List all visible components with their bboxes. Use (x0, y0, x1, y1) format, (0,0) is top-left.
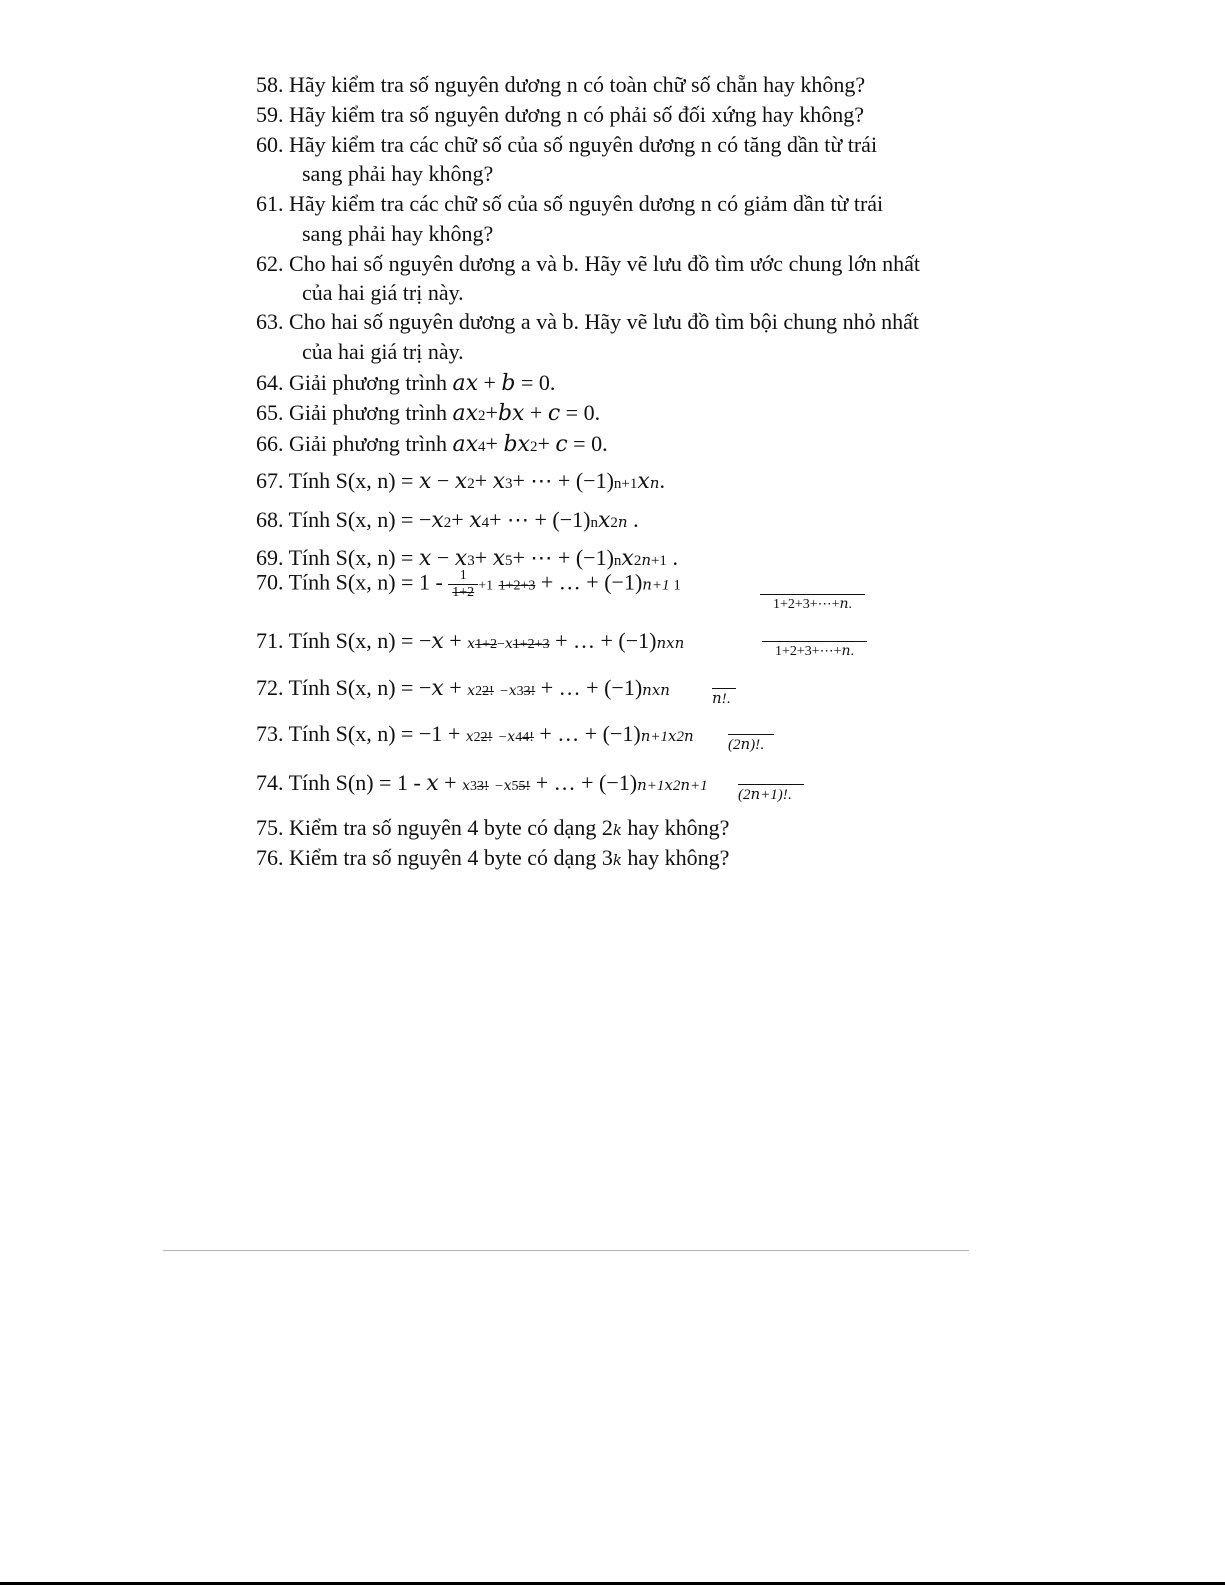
fraction-denominator: 𝑛!. (712, 688, 736, 709)
formula-part: 𝑥 (637, 468, 650, 493)
exponent: 𝑛+1 (640, 729, 669, 745)
formula-part: 1+2 (475, 637, 497, 652)
exercise-text: 61. Hãy kiểm tra các chữ số của số nguyên dương n có giảm dần từ trái (256, 191, 884, 216)
exercise-label: 68. Tính S(x, n) = (256, 507, 419, 532)
fraction-denominator: 1+2+3+⋯+𝑛. (762, 641, 867, 662)
formula-part: +1 (478, 578, 494, 594)
exponent: 𝑛 (642, 683, 652, 699)
exercise-71 (256, 628, 996, 658)
formula-part: −𝑥 (496, 637, 513, 652)
exercise-label: 74. Tính S(n) = 1 - 𝑥 + (256, 770, 457, 795)
denominator-text: (2𝑛)! (728, 737, 761, 753)
exercise-label: 75. Kiểm tra số nguyên 4 byte có dạng 2 (256, 815, 613, 840)
formula-part: + ⋯ + (−1) (512, 545, 614, 570)
formula-part: 1+2+3 (498, 578, 536, 594)
formula-part: + … + (−1) (539, 721, 641, 746)
exponent: 2 (467, 476, 475, 492)
exponent: 𝑛 (674, 636, 685, 652)
exponent: 2 (478, 408, 486, 424)
exercise-63-continuation: của hai giá trị này. (302, 339, 464, 364)
exponent: 3 (505, 476, 513, 492)
formula-part: 𝑥 (462, 779, 470, 794)
exponent: 𝑛 (649, 476, 660, 492)
exercise-label: 76. Kiểm tra số nguyên 4 byte có dạng 3 (256, 845, 613, 870)
fraction-denominator: 1+2+3+⋯+𝑛. (760, 594, 865, 615)
exercise-70 (256, 568, 996, 601)
formula-part: 𝑥 (465, 730, 474, 745)
exercise-68 (256, 507, 996, 536)
exercise-74 (256, 770, 996, 800)
formula-part: . (659, 468, 665, 493)
formula-part: 3! (523, 684, 536, 699)
fraction: $\frac{1}{1+2}$ (448, 568, 478, 601)
exponent: 4 (478, 439, 486, 455)
formula-part: 4! (522, 730, 534, 745)
exercise-61-continuation: sang phải hay không? (302, 221, 494, 246)
formula-part: + … + (−1) (540, 675, 643, 700)
exercise-label: 67. Tính S(x, n) = (256, 468, 419, 493)
exercise-text: 60. Hãy kiểm tra các chữ số của số nguyên dương n có tăng dần từ trái (256, 132, 878, 157)
exponent: 3 (516, 684, 524, 699)
exponent: 4 (515, 730, 523, 745)
formula-part: 3! (477, 779, 489, 794)
formula-part: 𝑥 (668, 729, 677, 745)
exercise-label: 70. Tính S(x, n) = 1 - (256, 569, 443, 595)
exponent: 𝑛 (660, 683, 670, 699)
equation-part: +𝑏𝑥 + 𝑐 = 0. (485, 400, 601, 425)
equation-part: 𝑎𝑥 (452, 431, 479, 456)
exercise-59 (256, 102, 996, 128)
exponent: 2𝑛+1 (633, 553, 667, 569)
formula-part: + ⋯ + (−1) (512, 468, 614, 493)
formula-part: + 𝑥 (451, 507, 482, 532)
formula-part: 𝑥 (467, 637, 476, 652)
formula-part: 𝑥 (467, 684, 476, 699)
exponent: 𝑘 (612, 853, 622, 869)
exercise-73 (256, 721, 996, 751)
formula-part: −𝑥 (418, 507, 444, 532)
formula-part: 5! (518, 779, 531, 794)
exponent: 3 (467, 553, 475, 569)
exercise-text: hay không? (621, 845, 730, 870)
exponent: 2𝑛 (676, 729, 694, 745)
exercise-58 (256, 72, 996, 98)
formula-part: 𝑥 (666, 636, 675, 652)
exercise-72 (256, 675, 996, 705)
formula-part: 2! (482, 684, 494, 699)
formula-part: 2! (480, 730, 493, 745)
exponent: 2 (443, 515, 452, 531)
formula-part: 1 (669, 577, 681, 594)
exercise-text: 59. Hãy kiểm tra số nguyên dương n có phải số đối xứng hay không? (256, 102, 864, 127)
exercise-label: 65. Giải phương trình (256, 400, 453, 425)
exponent: 𝑘 (612, 823, 622, 839)
exponent: n (590, 515, 598, 531)
fraction-denominator: (2𝑛)!. (728, 734, 774, 755)
exercise-63 (256, 309, 996, 335)
equation-part: 𝑎𝑥 (452, 400, 479, 425)
exercise-64 (256, 370, 996, 396)
exponent: 𝑛 (656, 636, 667, 652)
formula-part: −𝑥 (494, 779, 512, 794)
equation-part: + 𝑏𝑥 (485, 431, 530, 456)
formula-part: + 𝑥 (474, 468, 506, 493)
exercise-label: 71. Tính S(x, n) = −𝑥 + (256, 628, 462, 653)
exponent: 2𝑛 (610, 515, 628, 531)
exercise-label: 66. Giải phương trình (256, 431, 453, 456)
exercise-62-continuation: của hai giá trị này. (302, 280, 464, 305)
exponent: n+1 (613, 476, 638, 492)
formula-part: 𝑥 (597, 507, 611, 532)
exercise-label: 64. Giải phương trình (256, 370, 453, 395)
exercise-label: 72. Tính S(x, n) = −𝑥 + (256, 675, 462, 700)
exercise-60-continuation: sang phải hay không? (302, 161, 494, 186)
formula-part: 𝑥 (664, 778, 673, 794)
exponent: 3 (470, 779, 477, 794)
page-divider (163, 1250, 969, 1251)
formula-part: −𝑥 (499, 684, 517, 699)
exponent: 𝑛+1 (642, 577, 670, 594)
formula-part: + … + (−1) (540, 569, 643, 595)
fraction-denominator: (2𝑛+1)!. (738, 784, 804, 805)
exercise-text: hay không? (621, 815, 730, 840)
exercise-text: 62. Cho hai số nguyên dương a và b. Hãy vẽ lưu đồ tìm ước chung lớn nhất (256, 251, 920, 276)
exercise-76 (256, 845, 996, 874)
exercise-62 (256, 251, 996, 277)
formula-part: + … + (−1) (535, 770, 638, 795)
exercise-text: 63. Cho hai số nguyên dương a và b. Hãy vẽ lưu đồ tìm bội chung nhỏ nhất (256, 309, 920, 334)
exercise-label: 69. Tính S(x, n) = (256, 545, 419, 570)
exponent: 2 (473, 730, 481, 745)
formula-part: + ⋯ + (−1) (489, 507, 591, 532)
exercise-66 (256, 431, 996, 460)
exercise-67 (256, 468, 996, 497)
formula-part: −𝑥 (497, 730, 516, 745)
exponent: 2 (529, 439, 538, 455)
formula-part: + … + (−1) (555, 628, 657, 653)
exponent: 5 (511, 779, 519, 794)
exponent: 5 (505, 553, 513, 569)
exercise-65 (256, 400, 996, 429)
exponent: 2𝑛+1 (672, 778, 708, 794)
equation-part: + 𝑐 = 0. (537, 431, 608, 456)
exercise-text: 58. Hãy kiểm tra số nguyên dương n có toàn chữ số chẵn hay không? (256, 72, 866, 97)
exponent: n (613, 553, 622, 569)
denominator-text: 𝑛! (712, 691, 727, 707)
exponent: 2 (475, 684, 483, 699)
formula-part: 𝑥 − 𝑥 (418, 545, 468, 570)
exercise-61 (256, 191, 996, 217)
formula-part: 𝑥 (621, 545, 634, 570)
formula-part: . (666, 545, 678, 570)
equation: 𝑎𝑥 + 𝑏 = 0. (452, 370, 556, 395)
exponent: 4 (481, 515, 490, 531)
formula-part: . (627, 507, 639, 532)
formula-part: 1+2+3 (512, 637, 550, 652)
exercise-60 (256, 132, 996, 158)
denominator-text: (2𝑛+1)! (738, 787, 788, 803)
formula-part: + 𝑥 (474, 545, 506, 570)
formula-part: 𝑥 − 𝑥 (418, 468, 468, 493)
exercise-75 (256, 815, 996, 844)
exponent: 𝑛+1 (637, 778, 665, 794)
formula-part: 𝑥 (651, 683, 661, 699)
exercise-label: 73. Tính S(x, n) = −1 + (256, 721, 461, 746)
